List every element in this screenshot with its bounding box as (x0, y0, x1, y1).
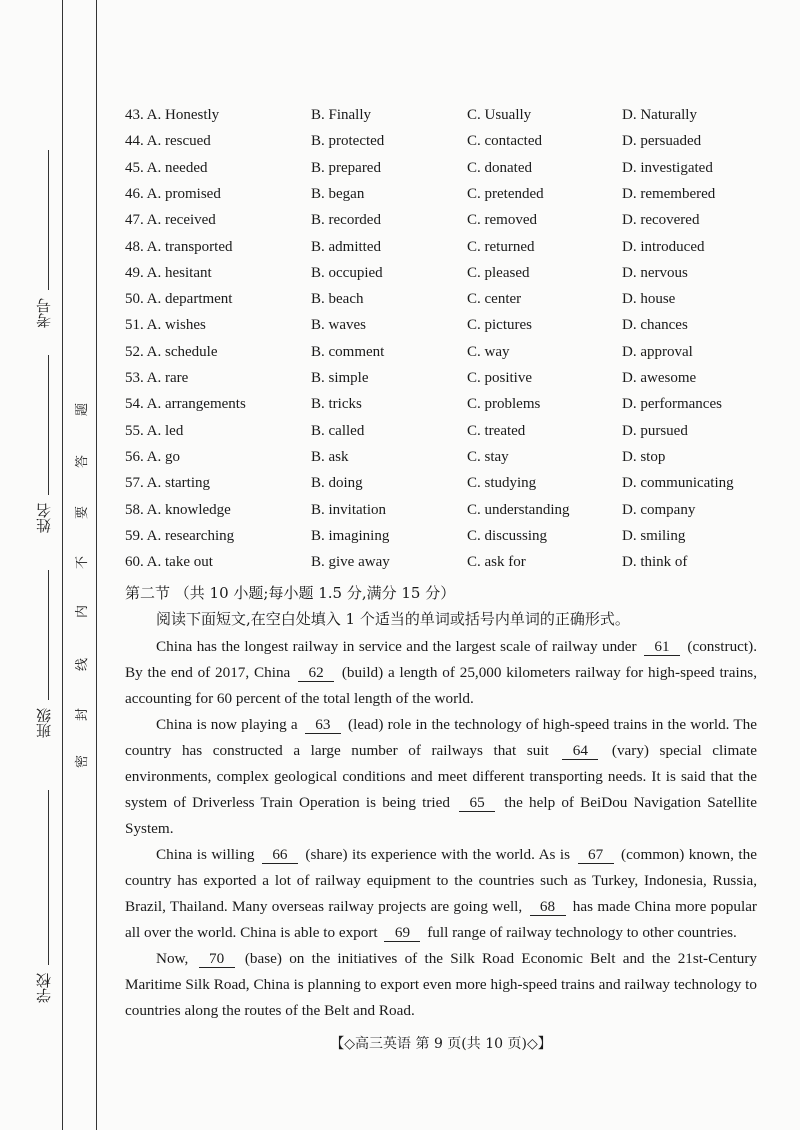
question-row (125, 552, 765, 574)
option-a[interactable]: 44. A. rescued (125, 133, 211, 150)
answer-blank[interactable]: 66 (262, 846, 298, 864)
option-b[interactable]: B. imagining (311, 527, 390, 544)
passage-text: (build) a length of 25,000 kilometers railway for high-speed trains, accounting for 60 percent of the total length of the world. (125, 664, 757, 707)
exam-number-line[interactable] (48, 150, 49, 290)
passage-text: (share) its experience with the world. As is (300, 846, 575, 863)
question-row (125, 394, 765, 416)
option-d[interactable]: D. approval (622, 343, 693, 360)
seal-char: 答 (75, 454, 91, 469)
seal-char: 密 (75, 754, 91, 769)
option-c[interactable]: C. positive (467, 370, 533, 386)
option-b[interactable]: B. waves (311, 317, 366, 334)
option-b[interactable]: B. prepared (311, 159, 381, 176)
option-d[interactable]: D. think of (622, 554, 688, 571)
option-d[interactable]: D. recovered (622, 212, 700, 229)
option-a[interactable]: 47. A. received (125, 212, 216, 229)
option-c[interactable]: C. ask for (467, 554, 526, 571)
option-d[interactable]: D. persuaded (622, 133, 702, 150)
option-b[interactable]: B. protected (311, 133, 385, 150)
option-d[interactable]: D. pursued (622, 422, 688, 439)
option-b[interactable]: B. ask (311, 448, 349, 465)
question-row (125, 421, 765, 443)
school-line[interactable] (48, 790, 49, 965)
answer-blank[interactable]: 69 (384, 924, 420, 942)
option-b[interactable]: B. admitted (311, 238, 381, 255)
option-b[interactable]: B. tricks (311, 396, 362, 413)
name-label: 姓名 (35, 503, 53, 533)
option-b[interactable]: B. doing (311, 475, 363, 492)
passage-text: (common) known, the country has exported a lot of railway equipment to the countries such as Turkey, Indonesia, Russia, Brazil, Thailand. Many overseas railway projects are going well, (125, 846, 757, 915)
question-row (125, 158, 765, 180)
option-a[interactable]: 48. A. transported (125, 238, 233, 255)
question-row (125, 473, 765, 495)
question-row (125, 210, 765, 232)
passage-paragraph (125, 946, 757, 1024)
option-b[interactable]: B. simple (311, 370, 369, 386)
passage-paragraph (125, 842, 757, 946)
binding-line-left (62, 0, 63, 1130)
question-row (125, 315, 765, 337)
option-a[interactable]: 49. A. hesitant (125, 264, 212, 281)
answer-blank[interactable]: 68 (530, 898, 566, 916)
seal-char: 题 (75, 402, 91, 417)
question-row (125, 131, 765, 153)
option-c[interactable]: C. problems (467, 396, 541, 413)
option-a[interactable]: 53. A. rare (125, 370, 189, 386)
option-a[interactable]: 56. A. go (125, 448, 181, 465)
option-a[interactable]: 45. A. needed (125, 159, 208, 176)
question-row (125, 500, 765, 522)
answer-blank[interactable]: 67 (578, 846, 614, 864)
option-a[interactable]: 60. A. take out (125, 554, 213, 571)
option-d[interactable]: D. communicating (622, 475, 734, 492)
passage-text: (construct). By the end of 2017, China (125, 638, 757, 681)
question-row (125, 289, 765, 311)
seal-char: 不 (75, 555, 91, 570)
option-c[interactable]: C. center (467, 291, 522, 308)
option-c[interactable]: C. pictures (467, 317, 532, 334)
option-d[interactable]: D. smiling (622, 527, 686, 544)
class-line[interactable] (48, 570, 49, 700)
passage-text: Now, (156, 950, 196, 967)
option-a[interactable]: 46. A. promised (125, 185, 221, 202)
answer-blank[interactable]: 63 (305, 716, 341, 734)
answer-blank[interactable]: 61 (644, 638, 680, 656)
option-c[interactable]: C. stay (467, 448, 509, 465)
option-d[interactable]: D. nervous (622, 264, 688, 281)
cloze-passage (125, 634, 757, 1024)
seal-char: 线 (75, 657, 91, 672)
option-a[interactable]: 57. A. starting (125, 475, 210, 492)
passage-text: (vary) special climate environments, complex geological conditions and meet different transporting needs. It is said that the system of Driverless Train Operation is being tried (125, 742, 757, 811)
question-row (125, 447, 765, 469)
option-a[interactable]: 59. A. researching (125, 527, 235, 544)
answer-blank[interactable]: 70 (199, 950, 235, 968)
answer-blank[interactable]: 64 (562, 742, 598, 760)
option-a[interactable]: 43. A. Honestly (125, 107, 220, 123)
option-c[interactable]: C. contacted (467, 133, 542, 150)
option-c[interactable]: C. discussing (467, 527, 548, 544)
option-b[interactable]: B. Finally (311, 107, 372, 123)
question-row (125, 105, 765, 127)
passage-text: full range of railway technology to other countries. (423, 924, 737, 941)
option-d[interactable]: D. performances (622, 396, 722, 413)
section-instruction: 阅读下面短文,在空白处填入 1 个适当的单词或括号内单词的正确形式。 (156, 610, 630, 628)
seal-char: 内 (75, 604, 91, 619)
seal-char: 要 (75, 505, 91, 520)
passage-text: has made China more popular all over the world. China is able to export (125, 898, 757, 941)
option-b[interactable]: B. give away (311, 554, 390, 571)
option-c[interactable]: C. Usually (467, 107, 532, 123)
question-row (125, 263, 765, 285)
option-a[interactable]: 52. A. schedule (125, 343, 218, 360)
question-row (125, 184, 765, 206)
option-c[interactable]: C. removed (467, 212, 537, 229)
option-b[interactable]: B. occupied (311, 264, 383, 281)
option-b[interactable]: B. recorded (311, 212, 381, 229)
passage-paragraph (125, 712, 757, 842)
school-label: 学校 (35, 973, 53, 1003)
option-a[interactable]: 51. A. wishes (125, 317, 206, 334)
passage-text: (lead) role in the technology of high-speed trains in the world. The country has constructed a large number of railways that suit (125, 716, 758, 759)
option-d[interactable]: D. chances (622, 317, 688, 334)
option-d[interactable]: D. introduced (622, 238, 705, 255)
exam-number-label: 考号 (35, 298, 53, 328)
option-d[interactable]: D. company (622, 501, 696, 518)
option-d[interactable]: D. house (622, 291, 676, 308)
passage-text: China is now playing a (156, 716, 302, 733)
option-b[interactable]: B. began (311, 185, 365, 202)
answer-blank[interactable]: 65 (459, 794, 495, 812)
option-d[interactable]: D. investigated (622, 159, 713, 176)
passage-text: (base) on the initiatives of the Silk Road Economic Belt and the 21st-Century Maritime Silk Road, China is planning to export even more high-speed trains and railway technology to countries along the routes of the Belt and Road. (125, 950, 757, 1019)
option-d[interactable]: D. stop (622, 448, 666, 465)
option-b[interactable]: B. called (311, 422, 365, 439)
class-label: 班级 (35, 708, 53, 738)
option-a[interactable]: 55. A. led (125, 422, 184, 439)
option-c[interactable]: C. pleased (467, 264, 530, 281)
question-row (125, 237, 765, 259)
binding-line-right (96, 0, 97, 1130)
question-row (125, 342, 765, 364)
passage-text: the help of BeiDou Navigation Satellite System. (125, 794, 757, 837)
fill-in-section (125, 582, 757, 1054)
option-b[interactable]: B. invitation (311, 501, 386, 518)
option-a[interactable]: 54. A. arrangements (125, 396, 246, 413)
option-c[interactable]: C. treated (467, 422, 526, 439)
name-line[interactable] (48, 355, 49, 495)
option-b[interactable]: B. comment (311, 343, 385, 360)
page-footer: 【◇高三英语 第 9 页(共 10 页)◇】 (330, 1036, 552, 1052)
seal-char: 封 (75, 707, 91, 722)
passage-text: China has the longest railway in service and the largest scale of railway under (156, 638, 641, 655)
passage-text: China is willing (156, 846, 259, 863)
passage-paragraph (125, 634, 757, 712)
option-c[interactable]: C. pretended (467, 185, 544, 202)
option-c[interactable]: C. way (467, 343, 510, 360)
option-b[interactable]: B. beach (311, 291, 364, 308)
option-d[interactable]: D. awesome (622, 370, 697, 386)
option-c[interactable]: C. studying (467, 475, 537, 492)
option-d[interactable]: D. remembered (622, 185, 716, 202)
question-row (125, 526, 765, 548)
option-c[interactable]: C. returned (467, 238, 535, 255)
option-a[interactable]: 58. A. knowledge (125, 501, 231, 518)
option-c[interactable]: C. understanding (467, 501, 570, 518)
option-c[interactable]: C. donated (467, 159, 532, 176)
option-a[interactable]: 50. A. department (125, 291, 233, 308)
answer-blank[interactable]: 62 (298, 664, 334, 682)
question-row (125, 368, 765, 390)
section-title: 第二节 （共 10 小题;每小题 1.5 分,满分 15 分） (125, 584, 456, 602)
option-d[interactable]: D. Naturally (622, 107, 697, 123)
